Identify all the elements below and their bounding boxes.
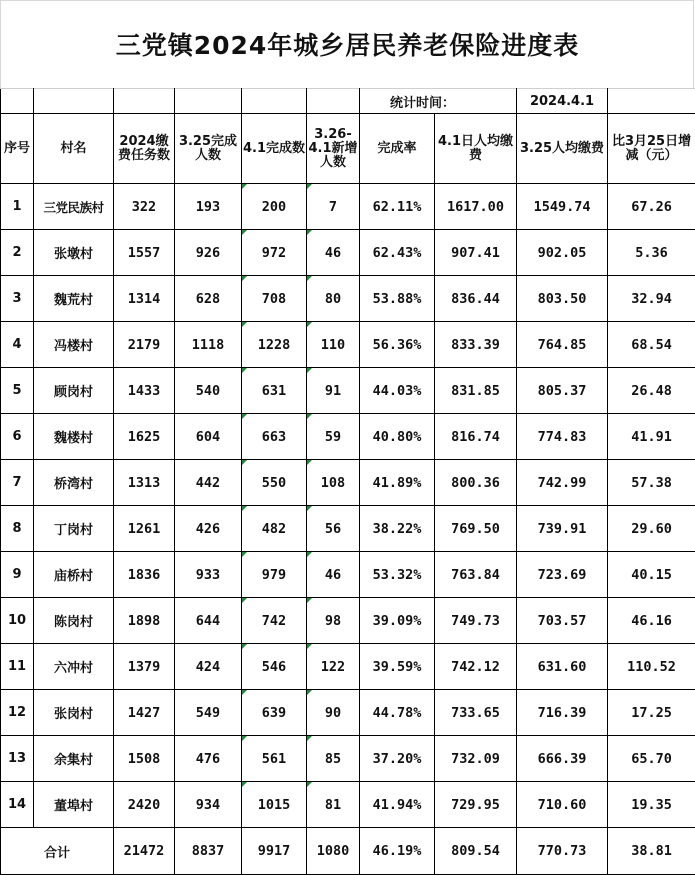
table-row xyxy=(1,506,695,552)
insurance-progress-table xyxy=(0,88,695,875)
cell-change: 19.35 xyxy=(608,782,695,828)
cell-done-0325: 549 xyxy=(175,690,242,736)
cell-new: 81 xyxy=(307,782,360,828)
cell-done-0401: 200 xyxy=(242,184,307,230)
cell-done-0325: 644 xyxy=(175,598,242,644)
cell-new: 85 xyxy=(307,736,360,782)
cell-change: 46.16 xyxy=(608,598,695,644)
cell-avg-0401: 831.85 xyxy=(435,368,517,414)
cell-village: 三党民族村 xyxy=(34,184,114,230)
cell-village: 丁岗村 xyxy=(34,506,114,552)
cell-avg-0325: 739.91 xyxy=(517,506,608,552)
stat-time-row xyxy=(1,89,695,114)
cell-avg-0401: 763.84 xyxy=(435,552,517,598)
header-rate: 完成率 xyxy=(360,114,435,184)
cell-avg-0401: 733.65 xyxy=(435,690,517,736)
table-row xyxy=(1,736,695,782)
cell-avg-0325: 710.60 xyxy=(517,782,608,828)
total-label: 合计 xyxy=(1,828,114,875)
cell-new: 90 xyxy=(307,690,360,736)
cell-task: 1557 xyxy=(114,230,175,276)
cell-change: 57.38 xyxy=(608,460,695,506)
cell-rate: 39.09% xyxy=(360,598,435,644)
table-row xyxy=(1,460,695,506)
cell-avg-0401: 769.50 xyxy=(435,506,517,552)
cell-new: 80 xyxy=(307,276,360,322)
cell-done-0325: 933 xyxy=(175,552,242,598)
cell-index: 3 xyxy=(1,276,34,322)
cell-avg-0325: 631.60 xyxy=(517,644,608,690)
cell-done-0325: 934 xyxy=(175,782,242,828)
cell-done-0401: 631 xyxy=(242,368,307,414)
cell-done-0325: 604 xyxy=(175,414,242,460)
cell-new: 98 xyxy=(307,598,360,644)
cell-change: 41.91 xyxy=(608,414,695,460)
cell-done-0401: 972 xyxy=(242,230,307,276)
cell-avg-0401: 836.44 xyxy=(435,276,517,322)
cell-task: 1427 xyxy=(114,690,175,736)
total-rate: 46.19% xyxy=(360,828,435,875)
total-task: 21472 xyxy=(114,828,175,875)
cell-index: 5 xyxy=(1,368,34,414)
table-row xyxy=(1,230,695,276)
cell-rate: 41.89% xyxy=(360,460,435,506)
cell-done-0325: 442 xyxy=(175,460,242,506)
cell-village: 庙桥村 xyxy=(34,552,114,598)
cell-index: 8 xyxy=(1,506,34,552)
stat-time-label: 统计时间： xyxy=(360,89,517,114)
header-new: 3.26-4.1新增人数 xyxy=(307,114,360,184)
cell-index: 12 xyxy=(1,690,34,736)
cell-index: 4 xyxy=(1,322,34,368)
cell-done-0401: 546 xyxy=(242,644,307,690)
cell-avg-0325: 1549.74 xyxy=(517,184,608,230)
header-change: 比3月25日增减（元） xyxy=(608,114,695,184)
cell-rate: 62.43% xyxy=(360,230,435,276)
table-row xyxy=(1,690,695,736)
cell-task: 1836 xyxy=(114,552,175,598)
cell-done-0325: 1118 xyxy=(175,322,242,368)
page-title: 三党镇2024年城乡居民养老保险进度表 xyxy=(0,0,695,88)
cell-village: 陈岗村 xyxy=(34,598,114,644)
cell-avg-0325: 703.57 xyxy=(517,598,608,644)
cell-avg-0401: 907.41 xyxy=(435,230,517,276)
cell-rate: 53.32% xyxy=(360,552,435,598)
table-row xyxy=(1,276,695,322)
cell-done-0325: 193 xyxy=(175,184,242,230)
header-index: 序号 xyxy=(1,114,34,184)
cell-done-0401: 742 xyxy=(242,598,307,644)
table-row xyxy=(1,552,695,598)
total-avg-0401: 809.54 xyxy=(435,828,517,875)
cell-avg-0325: 805.37 xyxy=(517,368,608,414)
total-done-0401: 9917 xyxy=(242,828,307,875)
header-task: 2024缴费任务数 xyxy=(114,114,175,184)
cell-avg-0325: 902.05 xyxy=(517,230,608,276)
cell-village: 张岗村 xyxy=(34,690,114,736)
cell-index: 14 xyxy=(1,782,34,828)
cell-avg-0325: 716.39 xyxy=(517,690,608,736)
cell-task: 322 xyxy=(114,184,175,230)
cell-done-0401: 482 xyxy=(242,506,307,552)
header-village: 村名 xyxy=(34,114,114,184)
cell-rate: 38.22% xyxy=(360,506,435,552)
cell-rate: 37.20% xyxy=(360,736,435,782)
cell-village: 冯楼村 xyxy=(34,322,114,368)
cell-done-0325: 426 xyxy=(175,506,242,552)
cell-index: 7 xyxy=(1,460,34,506)
cell-new: 59 xyxy=(307,414,360,460)
cell-avg-0401: 749.73 xyxy=(435,598,517,644)
cell-rate: 44.03% xyxy=(360,368,435,414)
cell-change: 26.48 xyxy=(608,368,695,414)
cell-done-0401: 708 xyxy=(242,276,307,322)
cell-avg-0401: 1617.00 xyxy=(435,184,517,230)
cell-index: 11 xyxy=(1,644,34,690)
cell-rate: 62.11% xyxy=(360,184,435,230)
cell-task: 1261 xyxy=(114,506,175,552)
cell-task: 1313 xyxy=(114,460,175,506)
cell-avg-0325: 742.99 xyxy=(517,460,608,506)
cell-index: 9 xyxy=(1,552,34,598)
cell-done-0401: 550 xyxy=(242,460,307,506)
cell-rate: 44.78% xyxy=(360,690,435,736)
cell-avg-0401: 800.36 xyxy=(435,460,517,506)
cell-new: 7 xyxy=(307,184,360,230)
cell-new: 91 xyxy=(307,368,360,414)
table-row xyxy=(1,414,695,460)
cell-change: 65.70 xyxy=(608,736,695,782)
cell-avg-0325: 774.83 xyxy=(517,414,608,460)
cell-avg-0401: 833.39 xyxy=(435,322,517,368)
total-done-0325: 8837 xyxy=(175,828,242,875)
cell-task: 1433 xyxy=(114,368,175,414)
cell-rate: 39.59% xyxy=(360,644,435,690)
cell-done-0401: 639 xyxy=(242,690,307,736)
cell-task: 1898 xyxy=(114,598,175,644)
cell-done-0325: 476 xyxy=(175,736,242,782)
cell-rate: 41.94% xyxy=(360,782,435,828)
cell-done-0401: 979 xyxy=(242,552,307,598)
total-change: 38.81 xyxy=(608,828,695,875)
cell-change: 68.54 xyxy=(608,322,695,368)
table-row xyxy=(1,598,695,644)
cell-done-0401: 1015 xyxy=(242,782,307,828)
cell-done-0325: 628 xyxy=(175,276,242,322)
total-row xyxy=(1,828,695,875)
cell-avg-0325: 764.85 xyxy=(517,322,608,368)
cell-change: 17.25 xyxy=(608,690,695,736)
cell-village: 魏荒村 xyxy=(34,276,114,322)
cell-index: 1 xyxy=(1,184,34,230)
cell-done-0401: 1228 xyxy=(242,322,307,368)
cell-village: 魏楼村 xyxy=(34,414,114,460)
cell-village: 桥湾村 xyxy=(34,460,114,506)
header-done-0325: 3.25完成人数 xyxy=(175,114,242,184)
cell-task: 1625 xyxy=(114,414,175,460)
cell-new: 56 xyxy=(307,506,360,552)
cell-rate: 56.36% xyxy=(360,322,435,368)
stat-time-value: 2024.4.1 xyxy=(517,89,608,114)
cell-done-0325: 540 xyxy=(175,368,242,414)
cell-rate: 40.80% xyxy=(360,414,435,460)
cell-new: 122 xyxy=(307,644,360,690)
cell-avg-0401: 729.95 xyxy=(435,782,517,828)
header-avg-0325: 3.25人均缴费 xyxy=(517,114,608,184)
cell-task: 1379 xyxy=(114,644,175,690)
cell-village: 六冲村 xyxy=(34,644,114,690)
cell-index: 6 xyxy=(1,414,34,460)
total-new: 1080 xyxy=(307,828,360,875)
header-avg-0401: 4.1日人均缴费 xyxy=(435,114,517,184)
cell-new: 108 xyxy=(307,460,360,506)
cell-new: 46 xyxy=(307,230,360,276)
cell-task: 2420 xyxy=(114,782,175,828)
header-row xyxy=(1,114,695,184)
cell-avg-0401: 742.12 xyxy=(435,644,517,690)
cell-done-0401: 663 xyxy=(242,414,307,460)
cell-done-0401: 561 xyxy=(242,736,307,782)
cell-village: 张墩村 xyxy=(34,230,114,276)
cell-village: 董埠村 xyxy=(34,782,114,828)
total-avg-0325: 770.73 xyxy=(517,828,608,875)
cell-avg-0325: 723.69 xyxy=(517,552,608,598)
table-row xyxy=(1,644,695,690)
cell-change: 29.60 xyxy=(608,506,695,552)
cell-rate: 53.88% xyxy=(360,276,435,322)
table-row xyxy=(1,368,695,414)
cell-new: 46 xyxy=(307,552,360,598)
cell-avg-0325: 803.50 xyxy=(517,276,608,322)
cell-task: 1314 xyxy=(114,276,175,322)
cell-avg-0401: 816.74 xyxy=(435,414,517,460)
cell-index: 13 xyxy=(1,736,34,782)
cell-village: 顾岗村 xyxy=(34,368,114,414)
cell-new: 110 xyxy=(307,322,360,368)
cell-avg-0325: 666.39 xyxy=(517,736,608,782)
cell-done-0325: 424 xyxy=(175,644,242,690)
cell-index: 2 xyxy=(1,230,34,276)
cell-index: 10 xyxy=(1,598,34,644)
cell-task: 2179 xyxy=(114,322,175,368)
cell-avg-0401: 732.09 xyxy=(435,736,517,782)
cell-done-0325: 926 xyxy=(175,230,242,276)
table-row xyxy=(1,184,695,230)
table-row xyxy=(1,322,695,368)
cell-change: 32.94 xyxy=(608,276,695,322)
header-done-0401: 4.1完成数 xyxy=(242,114,307,184)
table-row xyxy=(1,782,695,828)
cell-change: 67.26 xyxy=(608,184,695,230)
cell-change: 110.52 xyxy=(608,644,695,690)
cell-village: 余集村 xyxy=(34,736,114,782)
cell-change: 5.36 xyxy=(608,230,695,276)
cell-change: 40.15 xyxy=(608,552,695,598)
cell-task: 1508 xyxy=(114,736,175,782)
